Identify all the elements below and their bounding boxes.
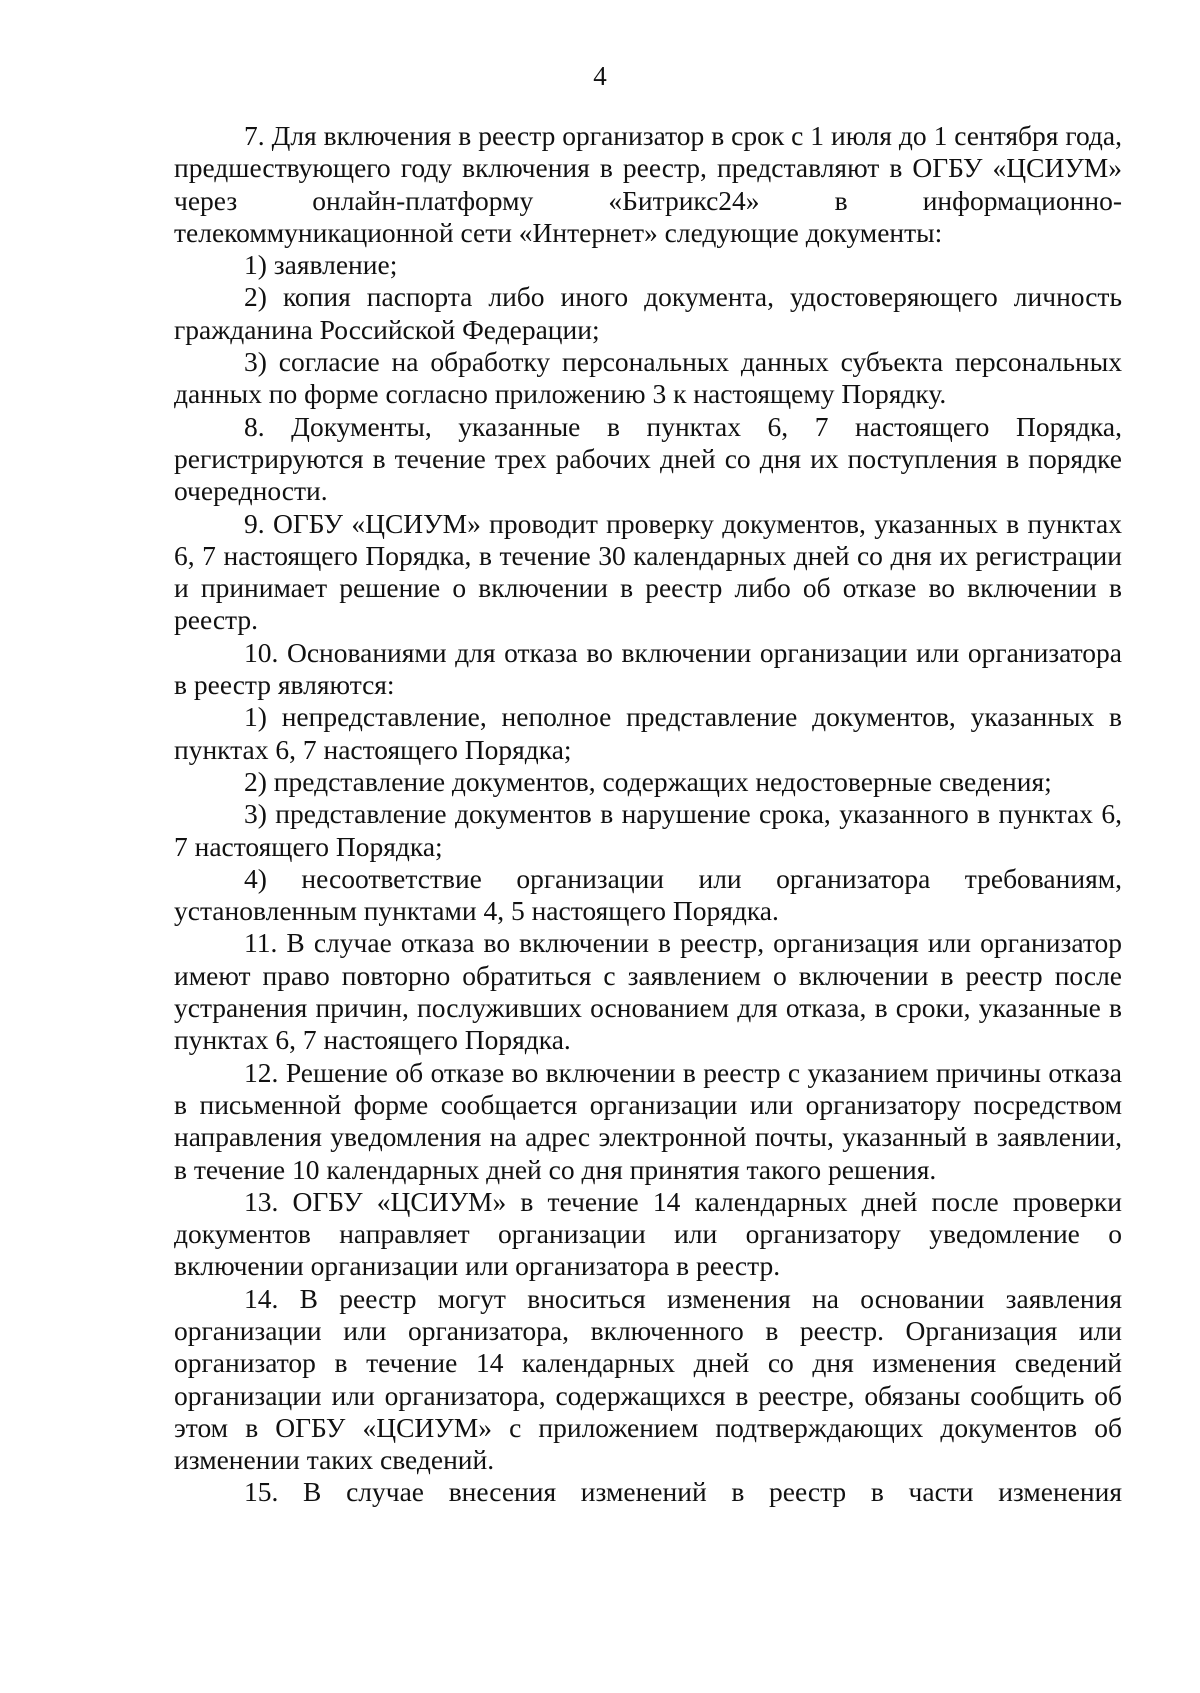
paragraph-11: 11. В случае отказа во включении в реестр, организация или организатор имеют право повторно обратиться с заявлением о включении в реестр после устранения причин, послуживших основанием для отказа, в сроки, указанные в пунктах 6, 7 настоящего Порядка.: [174, 927, 1122, 1056]
paragraph-15: 15. В случае внесения изменений в реестр в части изменения: [244, 1476, 1122, 1508]
document-body: [174, 120, 1122, 1509]
paragraph-9: 9. ОГБУ «ЦСИУМ» проводит проверку документов, указанных в пунктах 6, 7 настоящего Порядка, в течение 30 календарных дней со дня их регистрации и принимает решение о включении в реестр либо об отказе во включении в реестр.: [174, 507, 1122, 636]
paragraph-13: 13. ОГБУ «ЦСИУМ» в течение 14 календарных дней после проверки документов направляет организации или организатору уведомление о включении организации или организатора в реестр.: [174, 1185, 1122, 1282]
paragraph-14: 14. В реестр могут вноситься изменения на основании заявления организации или организатора, включенного в реестр. Организация или организатор в течение 14 календарных дней со дня изменения сведений организации или организатора, содержащихся в реестре, обязаны сообщить об этом в ОГБУ «ЦСИУМ» с приложением подтверждающих документов об изменении таких сведений.: [174, 1282, 1122, 1476]
page-number: 4: [593, 61, 607, 91]
list-item-refusal-4: 4) несоответствие организации или организатора требованиям, установленным пунктами 4, 5 настоящего Порядка.: [174, 862, 1122, 927]
list-item-refusal-3: 3) представление документов в нарушение срока, указанного в пунктах 6, 7 настоящего Порядка;: [174, 798, 1122, 862]
paragraph-12: 12. Решение об отказе во включении в реестр с указанием причины отказа в письменной форме сообщается организации или организатору посредством направления уведомления на адрес электронной почты, указанный в заявлении, в течение 10 календарных дней со дня принятия такого решения.: [174, 1056, 1122, 1185]
list-item-refusal-2: 2) представление документов, содержащих недостоверные сведения;: [244, 765, 1052, 797]
paragraph-8: 8. Документы, указанные в пунктах 6, 7 настоящего Порядка, регистрируются в течение трех рабочих дней со дня их поступления в порядке очередности.: [174, 410, 1122, 507]
paragraph-10: 10. Основаниями для отказа во включении организации или организатора в реестр являются:: [174, 636, 1122, 701]
list-item-consent: 3) согласие на обработку персональных данных субъекта персональных данных по форме согласно приложению 3 к настоящему Порядку.: [174, 346, 1122, 410]
list-item-application: 1) заявление;: [244, 249, 398, 281]
paragraph-7: 7. Для включения в реестр организатор в срок с 1 июля до 1 сентября года, предшествующего году включения в реестр, представляют в ОГБУ «ЦСИУМ» через онлайн-платформу «Битрикс24» в информационно-телекоммуникационной сети «Интернет» следующие документы:: [174, 120, 1122, 248]
list-item-refusal-1: 1) непредставление, неполное представление документов, указанных в пунктах 6, 7 настоящего Порядка;: [174, 701, 1122, 765]
list-item-passport-copy: 2) копия паспорта либо иного документа, удостоверяющего личность гражданина Российской Федерации;: [174, 281, 1122, 345]
